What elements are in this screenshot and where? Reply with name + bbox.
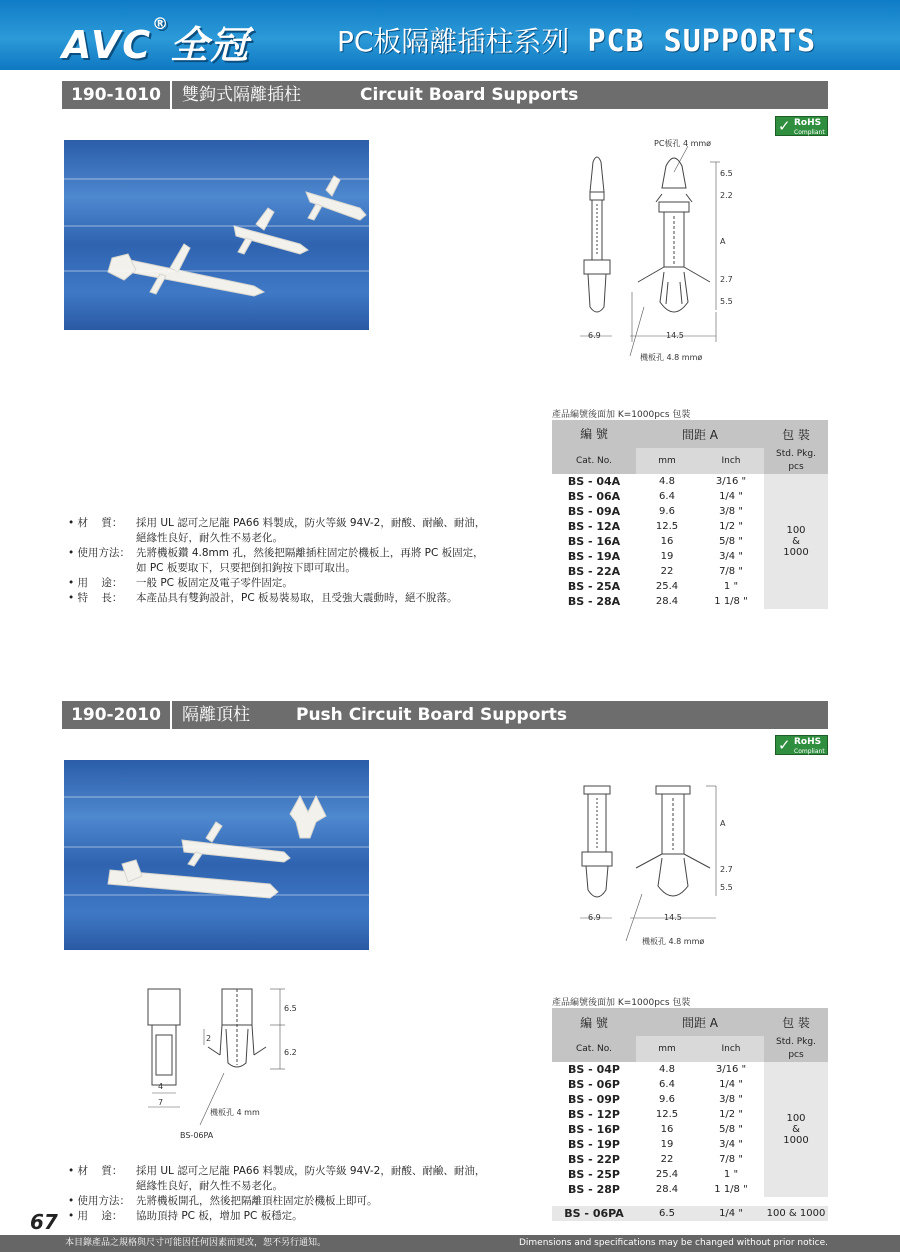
svg-text:2.2: 2.2: [720, 191, 733, 200]
cat-no-cell: BS - 04A: [552, 474, 636, 489]
feature-item: [68, 516, 488, 546]
package-cell: 100 & 1000: [764, 474, 828, 609]
mm-cell: 16: [660, 536, 674, 547]
mm-cell: 4.8: [659, 476, 675, 487]
standoff-illustration: [64, 140, 369, 330]
svg-text:2.7: 2.7: [720, 275, 733, 284]
rohs-badge: ✓ RoHS Compliant: [775, 116, 828, 136]
feature-label: • 材 質：: [68, 517, 123, 529]
mm-cell: 9.6: [659, 506, 675, 517]
feature-text: 一般 PC 板固定及電子零件固定。: [136, 577, 293, 589]
drawing-2: [570, 776, 760, 956]
packing-note-1: 產品編號後面加 K=1000pcs 包裝: [552, 410, 691, 420]
mm-cell: 6.4: [659, 491, 675, 502]
section-2-code: 190-2010: [62, 701, 172, 729]
svg-text:14.5: 14.5: [666, 331, 684, 340]
inch-cell: 3/4 ": [719, 1139, 743, 1150]
inch-cell: 7/8 ": [719, 566, 743, 577]
cat-no-cell: BS - 06A: [552, 489, 636, 504]
cat-no-cell: BS - 16A: [552, 534, 636, 549]
inch-cell: 1/4 ": [719, 1079, 743, 1090]
feature-text: 先將機板鑽 4.8mm 孔，然後把隔離插柱固定於機板上，再將 PC 板固定，如 PC 板要取下，只要把倒扣鉤按下即可取出。: [136, 547, 484, 574]
cat-no-cell: BS - 09P: [552, 1092, 636, 1107]
table-row: [552, 1062, 828, 1077]
feature-item: [68, 546, 488, 576]
board-hole-label-2: 機板孔 4.8 mmø: [642, 937, 705, 946]
board-hole-label: 機板孔 4.8 mmø: [640, 353, 703, 362]
svg-text:A: A: [720, 237, 726, 246]
feature-list-2: [68, 1164, 488, 1224]
mm-cell: 9.6: [659, 1094, 675, 1105]
mm-cell: 12.5: [655, 521, 679, 532]
footer-note-en: Dimensions and specifications may be changed without prior notice.: [518, 1238, 828, 1248]
feature-item: [68, 591, 488, 606]
footer-note-cn: 本目錄產品之規格與尺寸可能因任何因素而更改，恕不另行通知。: [65, 1238, 327, 1248]
mm-cell: 19: [660, 551, 674, 562]
cat-no-cell: BS - 16P: [552, 1122, 636, 1137]
cat-no-cell: BS - 25A: [552, 579, 636, 594]
feature-label: • 用 途：: [68, 1210, 123, 1222]
svg-text:A: A: [720, 819, 726, 828]
inch-cell: 5/8 ": [719, 1124, 743, 1135]
inch-cell: 1/2 ": [719, 521, 743, 532]
pc-hole-label: PC板孔 4 mmø: [654, 139, 712, 148]
packing-note-2: 產品編號後面加 K=1000pcs 包裝: [552, 998, 691, 1008]
feature-text: 協助頂持 PC 板，增加 PC 板穩定。: [136, 1210, 303, 1222]
section-1-title-cn: 雙鉤式隔離插柱: [182, 85, 301, 105]
mm-cell: 25.4: [655, 581, 679, 592]
section-1-code: 190-1010: [62, 81, 172, 109]
cat-no-cell: BS - 09A: [552, 504, 636, 519]
product-photo-1: [64, 140, 369, 330]
svg-text:機板孔 4 mm: 機板孔 4 mm: [210, 1108, 260, 1117]
mm-cell: 12.5: [655, 1109, 679, 1120]
footer-bar: [0, 1235, 900, 1252]
feature-item: [68, 1194, 488, 1209]
series-title: PC板隔離插柱系列 PCB SUPPORTS: [337, 24, 817, 59]
feature-label: • 特 長：: [68, 592, 123, 604]
cat-no-cell: BS - 04P: [552, 1062, 636, 1077]
spec-table-1: 編 號 間距 A 包 裝 Cat. No. mm Inch Std. Pkg. pcs BS - 04A 4.8 3/16 " 100 & 1000 BS - 06A 6.4 1/4 " BS - 09A 9.6 3/8 " BS - 12A 12.5 1/2 " BS - 16A 16 5/8 " BS - 19A 19 3/4 " BS - 22A 22 7/8 " BS - 25A 25.4 1 " BS - 28A 28.4 1 1/8 ": [552, 420, 828, 609]
svg-text:14.5: 14.5: [664, 913, 682, 922]
cat-no-cell: BS - 22P: [552, 1152, 636, 1167]
checkmark-icon: ✓: [778, 736, 791, 754]
svg-text:6.2: 6.2: [284, 1048, 297, 1057]
feature-text: 採用 UL 認可之尼龍 PA66 料製成，防火等級 94V-2，耐酸、耐鹼、耐油，絕緣性良好，耐久性不易老化。: [136, 517, 486, 544]
cat-no-cell: BS - 28P: [552, 1182, 636, 1197]
feature-list-1: [68, 516, 488, 606]
cat-no-cell: BS - 06P: [552, 1077, 636, 1092]
feature-text: 先將機板開孔，然後把隔離頂柱固定於機板上即可。: [136, 1195, 378, 1207]
spec-table-2: 編 號 間距 A 包 裝 Cat. No. mm Inch Std. Pkg. pcs BS - 04P 4.8 3/16 " 100 & 1000 BS - 06P 6.4 1/4 " BS - 09P 9.6 3/8 " BS - 12P 12.5 1/2 " BS - 16P 16 5/8 " BS - 19P 19 3/4 " BS - 22P 22 7/8 " BS - 25P 25.4 1 " BS - 28P 28.4 1 1/8 ": [552, 1008, 828, 1197]
svg-text:2.7: 2.7: [720, 865, 733, 874]
feature-item: [68, 1164, 488, 1194]
feature-text: 採用 UL 認可之尼龍 PA66 料製成，防火等級 94V-2，耐酸、耐鹼、耐油，絕緣性良好，耐久性不易老化。: [136, 1165, 486, 1192]
svg-text:5.5: 5.5: [720, 297, 733, 306]
feature-label: • 用 途：: [68, 577, 123, 589]
mm-cell: 28.4: [655, 596, 679, 607]
cat-no-cell: BS - 12P: [552, 1107, 636, 1122]
mm-cell: 6.4: [659, 1079, 675, 1090]
mm-cell: 22: [660, 1154, 674, 1165]
bs06pa-label: BS-06PA: [180, 1131, 214, 1140]
feature-label: • 使用方法：: [68, 547, 131, 559]
mm-cell: 28.4: [655, 1184, 679, 1195]
mm-cell: 25.4: [655, 1169, 679, 1180]
product-photo-2: [64, 760, 369, 950]
section-1-title-bar: [62, 81, 828, 109]
svg-text:4: 4: [158, 1082, 164, 1091]
section-2-title-en: Push Circuit Board Supports: [296, 705, 568, 725]
mm-cell: 19: [660, 1139, 674, 1150]
svg-text:2: 2: [206, 1034, 212, 1043]
cat-no-cell: BS - 12A: [552, 519, 636, 534]
checkmark-icon: ✓: [778, 117, 791, 135]
inch-cell: 1/2 ": [719, 1109, 743, 1120]
feature-label: • 材 質：: [68, 1165, 123, 1177]
inch-cell: 3/8 ": [719, 1094, 743, 1105]
svg-text:6.9: 6.9: [588, 913, 601, 922]
push-support-illustration: [64, 760, 369, 950]
svg-text:5.5: 5.5: [720, 883, 733, 892]
feature-item: [68, 1209, 488, 1224]
mm-cell: 4.8: [659, 1064, 675, 1075]
svg-text:6.5: 6.5: [284, 1004, 297, 1013]
inch-cell: 1/4 ": [719, 491, 743, 502]
cat-no-cell: BS - 19P: [552, 1137, 636, 1152]
cat-no-cell: BS - 22A: [552, 564, 636, 579]
inch-cell: 3/16 ": [715, 476, 747, 487]
svg-text:6.9: 6.9: [588, 331, 601, 340]
drawing-1: [570, 132, 760, 372]
drawing-bs06pa: [130, 985, 330, 1145]
brand-logo: AVC®全冠: [62, 14, 251, 67]
table-row: [552, 474, 828, 489]
inch-cell: 3/8 ": [719, 506, 743, 517]
inch-cell: 1 1/8 ": [714, 596, 748, 607]
inch-cell: 1 ": [723, 581, 739, 592]
inch-cell: 5/8 ": [719, 536, 743, 547]
inch-cell: 3/16 ": [715, 1064, 747, 1075]
page-header: [0, 0, 900, 70]
inch-cell: 3/4 ": [719, 551, 743, 562]
rohs-badge-2: ✓ RoHS Compliant: [775, 735, 828, 755]
package-cell: 100 & 1000: [764, 1062, 828, 1197]
section-2-title-cn: 隔離頂柱: [182, 705, 250, 725]
cat-no-cell: BS - 28A: [552, 594, 636, 609]
cat-no-cell: BS - 25P: [552, 1167, 636, 1182]
inch-cell: 7/8 ": [719, 1154, 743, 1165]
feature-text: 本產品具有雙鉤設計，PC 板易裝易取，且受強大震動時，絕不脫落。: [136, 592, 458, 604]
mm-cell: 16: [660, 1124, 674, 1135]
feature-label: • 使用方法：: [68, 1195, 131, 1207]
mm-cell: 22: [660, 566, 674, 577]
inch-cell: 1 1/8 ": [714, 1184, 748, 1195]
section-2-title-bar: [62, 701, 828, 729]
section-1-title-en: Circuit Board Supports: [360, 85, 579, 105]
svg-text:6.5: 6.5: [720, 169, 733, 178]
spec-table-extra: BS - 06PA 6.5 1/4 " 100 & 1000: [552, 1206, 828, 1221]
page-number: 67: [30, 1210, 58, 1234]
cat-no-cell: BS - 19A: [552, 549, 636, 564]
svg-text:7: 7: [158, 1098, 164, 1107]
inch-cell: 1 ": [723, 1169, 739, 1180]
feature-item: [68, 576, 488, 591]
